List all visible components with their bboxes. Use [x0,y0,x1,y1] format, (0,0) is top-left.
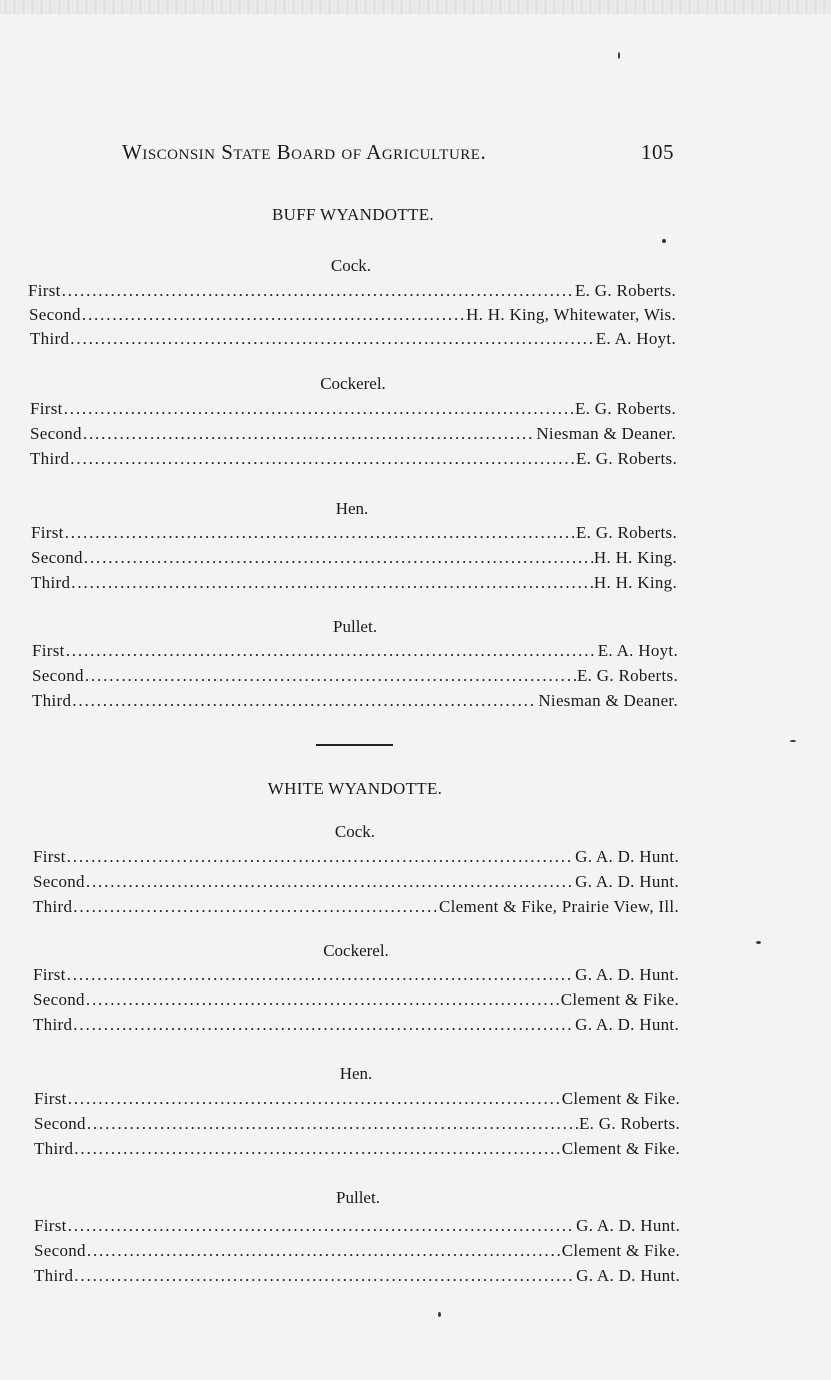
award-row [30,329,676,351]
scan-speck [790,740,796,742]
dot-leader [86,990,560,1010]
class-title: Cock. [334,822,376,841]
award-row [30,449,677,471]
award-winner: E. A. Hoyt. [595,329,676,348]
dot-leader [65,523,575,543]
award-winner: E. G. Roberts. [579,1114,680,1133]
dot-leader [68,1216,575,1236]
award-row [31,523,677,545]
award-place: Second [34,1114,86,1133]
running-head-title: Wisconsin State Board of Agriculture. [122,140,487,164]
award-place: Third [31,573,71,592]
award-place: Third [33,1015,73,1034]
dot-leader [72,691,537,711]
award-winner: E. A. Hoyt. [597,641,678,660]
class-title: Pullet. [336,1188,380,1207]
award-row [34,1089,680,1111]
class-title: Hen. [339,1064,373,1083]
award-winner: Clement & Fike. [561,1139,680,1158]
award-winner: Clement & Fike, Prairie View, Ill. [438,897,679,916]
class-title: Hen. [335,499,369,518]
award-row [34,1216,680,1238]
award-winner: E. G. Roberts. [575,281,676,300]
dot-leader [67,965,574,985]
class-title: Cockerel. [320,374,386,393]
dot-leader [83,424,536,444]
award-place: First [34,1216,67,1235]
award-place: Third [34,1139,74,1158]
award-place: Second [29,305,81,324]
award-winner: H. H. King. [593,573,677,592]
dot-leader [87,1241,561,1261]
award-winner: G. A. D. Hunt. [576,1266,680,1285]
award-winner: Niesman & Deaner. [536,424,676,443]
award-winner: G. A. D. Hunt. [576,1216,680,1235]
award-place: Second [32,666,84,685]
scan-speck [756,941,761,944]
award-place: First [28,281,61,300]
dot-leader [87,1114,578,1134]
dot-leader [74,1266,575,1286]
scan-speck [662,239,666,243]
award-place: First [33,847,66,866]
award-place: Third [30,449,70,468]
award-row [33,897,679,919]
award-place: First [30,399,63,418]
award-row [30,424,676,446]
award-row [34,1266,680,1288]
dot-leader [73,897,438,917]
award-winner: Clement & Fike. [560,990,679,1009]
award-winner: E. G. Roberts. [576,449,677,468]
scan-speck [438,1312,441,1317]
page-number: 105 [641,140,674,164]
award-place: Third [30,329,70,348]
dot-leader [67,847,574,867]
award-row [32,691,678,713]
award-winner: H. H. King, Whitewater, Wis. [466,305,676,324]
award-row [33,1015,679,1037]
award-place: First [33,965,66,984]
dot-leader [84,548,593,568]
dot-leader [85,666,576,686]
award-winner: G. A. D. Hunt. [575,847,679,866]
award-row [34,1114,680,1136]
award-row [30,399,676,421]
award-winner: Clement & Fike. [561,1241,680,1260]
class-title: Cockerel. [323,941,389,960]
award-winner: E. G. Roberts. [576,523,677,542]
class-title: Pullet. [333,617,377,636]
scan-speck [618,52,620,59]
award-row [33,847,679,869]
award-place: Third [32,691,72,710]
dot-leader [71,573,593,593]
award-row [34,1139,680,1161]
dot-leader [74,1139,560,1159]
award-place: First [31,523,64,542]
dot-leader [73,1015,574,1035]
dot-leader [66,641,597,661]
dot-leader [82,305,465,325]
award-row [31,573,677,595]
award-row [33,872,679,894]
award-row [28,281,676,303]
class-title: Cock. [330,256,372,275]
award-row [33,990,679,1012]
award-place: Second [30,424,82,443]
award-row [29,305,676,327]
scan-edge-noise [0,0,831,14]
award-winner: Niesman & Deaner. [538,691,678,710]
award-row [32,641,678,663]
section-title: WHITE WYANDOTTE. [267,779,443,798]
dot-leader [70,449,575,469]
dot-leader [68,1089,561,1109]
award-row [34,1241,680,1263]
award-place: First [32,641,65,660]
running-head [122,140,674,166]
award-place: Third [33,897,73,916]
award-place: Second [31,548,83,567]
dot-leader [70,329,594,349]
award-row [32,666,678,688]
section-title: BUFF WYANDOTTE. [272,205,434,224]
award-winner: E. G. Roberts. [575,399,676,418]
dot-leader [62,281,574,301]
award-winner: G. A. D. Hunt. [575,1015,679,1034]
dot-leader [86,872,574,892]
award-winner: G. A. D. Hunt. [575,872,679,891]
award-place: Second [33,990,85,1009]
award-row [33,965,679,987]
award-place: Third [34,1266,74,1285]
award-place: First [34,1089,67,1108]
section-divider [316,744,393,746]
award-place: Second [33,872,85,891]
award-winner: E. G. Roberts. [577,666,678,685]
award-winner: Clement & Fike. [561,1089,680,1108]
dot-leader [64,399,574,419]
award-winner: G. A. D. Hunt. [575,965,679,984]
award-place: Second [34,1241,86,1260]
award-winner: H. H. King. [593,548,677,567]
award-row [31,548,677,570]
